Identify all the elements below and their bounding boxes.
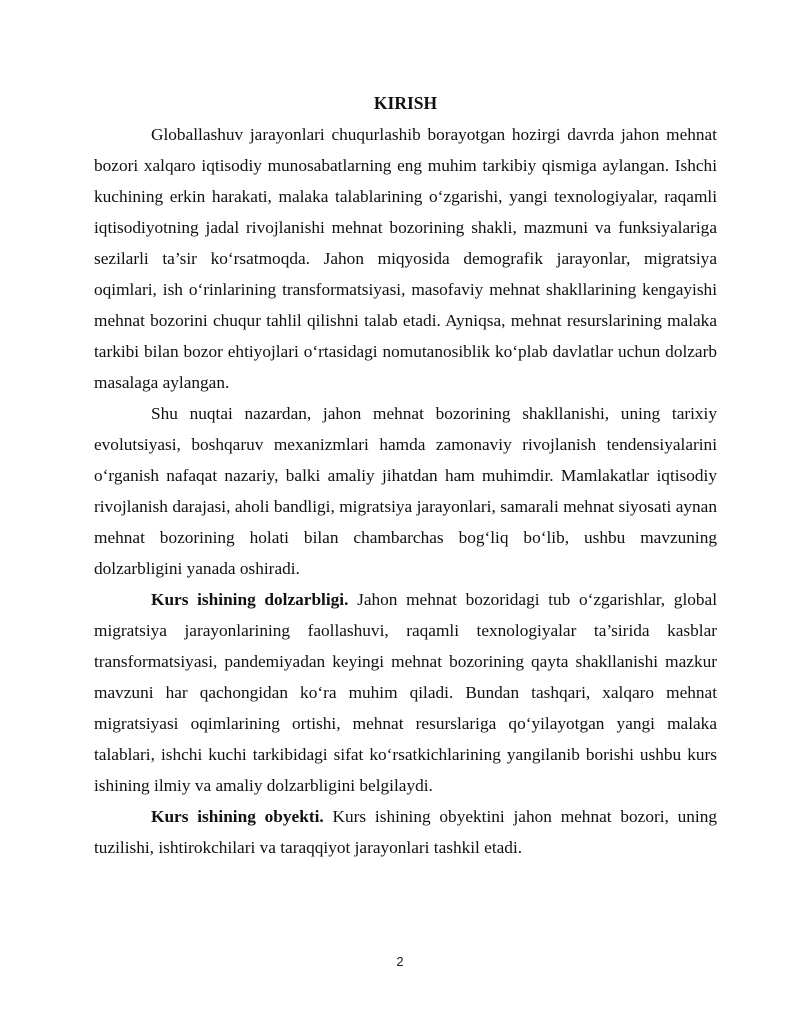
page-number: 2: [396, 954, 404, 969]
document-page: [94, 88, 717, 863]
object-heading: Kurs ishining obyekti.: [151, 807, 324, 826]
paragraph-text: Kurs ishining obyektini jahon mehnat bozori, uning tuzilishi, ishtirokchilari va taraqqiyot jarayonlari tashkil etadi.: [94, 807, 717, 857]
object-paragraph: [94, 801, 717, 863]
intro-paragraph: [94, 119, 717, 398]
context-paragraph: [94, 398, 717, 584]
paragraph-text: Jahon mehnat bozoridagi tub o‘zgarishlar, global migratsiya jarayonlarining faollashuvi, raqamli texnologiyalar ta’sirida kasblar transformatsiyasi, pandemiyadan keyingi mehnat bozorining qayta shakllanishi mazkur mavzuni har qachongidan ko‘ra muhim qiladi. Bundan tashqari, xalqaro mehnat migratsiyasi oqimlarining ortishi, mehnat resurslariga qo‘yilayotgan yangi malaka talablari, ishchi kuchi tarkibidagi sifat ko‘rsatkichlarining yangilanib borishi ushbu kurs ishining ilmiy va amaliy dolzarbligini belgilaydi.: [94, 590, 718, 795]
paragraph-text: Globallashuv jarayonlari chuqurlashib borayotgan hozirgi davrda jahon mehnat bozori xalqaro iqtisodiy munosabatlarning eng muhim tarkibiy qismiga aylangan. Ishchi kuchining erkin harakati, malaka talablarining o‘zgarishi, yangi texnologiyalar, raqamli iqtisodiyotning jadal rivojlanishi mehnat bozorining shakli, mazmuni va funksiyalariga sezilarli ta’sir ko‘rsatmoqda. Jahon miqyosida demografik jarayonlar, migratsiya oqimlari, ish o‘rinlarining transformatsiyasi, masofaviy mehnat shakllarining kengayishi mehnat bozorini chuqur tahlil qilishni talab etadi. Ayniqsa, mehnat resurslarining malaka tarkibi bilan bozor ehtiyojlari o‘rtasidagi nomutanosiblik ko‘plab davlatlar uchun dolzarb masalaga aylangan.: [94, 125, 717, 392]
relevance-heading: Kurs ishining dolzarbligi.: [151, 590, 349, 609]
relevance-paragraph: [94, 584, 717, 801]
paragraph-text: Shu nuqtai nazardan, jahon mehnat bozorining shakllanishi, uning tarixiy evolutsiyasi, boshqaruv mexanizmlari hamda zamonaviy rivojlanish tendensiyalarini o‘rganish nafaqat nazariy, balki amaliy jihatdan ham muhimdir. Mamlakatlar iqtisodiy rivojlanish darajasi, aholi bandligi, migratsiya jarayonlari, samarali mehnat siyosati aynan mehnat bozorining holati bilan chambarchas bog‘liq bo‘lib, ushbu mavzuning dolzarbligini yanada oshiradi.: [94, 404, 717, 578]
section-title: KIRISH: [373, 93, 438, 113]
